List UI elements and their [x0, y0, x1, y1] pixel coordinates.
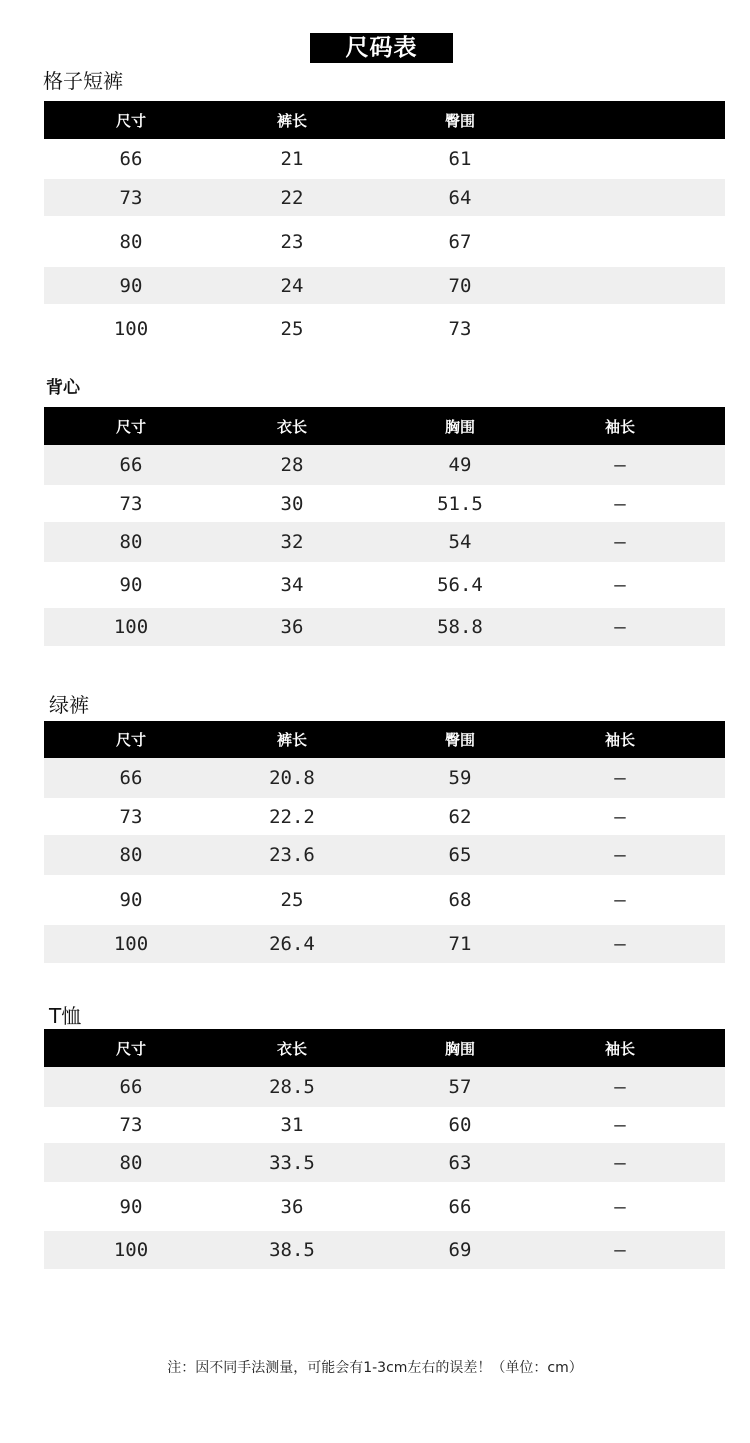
cell-chest: 58.8: [437, 616, 483, 638]
header-size: 尺寸: [115, 111, 146, 130]
header-sleeve-length: 袖长: [604, 731, 635, 749]
cell-size: 90: [119, 1195, 143, 1218]
cell-size: 73: [119, 186, 143, 209]
table-row: [44, 835, 725, 875]
cell-size: 66: [119, 148, 143, 170]
table-row: [44, 179, 725, 216]
cell-body-length: 28: [280, 454, 304, 476]
table-row: [44, 875, 725, 925]
cell-sleeve-length: –: [614, 1114, 626, 1136]
cell-size: 73: [119, 805, 143, 828]
cell-sleeve-length: –: [614, 1076, 626, 1098]
cell-chest: 54: [448, 531, 472, 553]
cell-body-length: 32: [280, 531, 304, 553]
cell-size: 73: [119, 1114, 143, 1136]
header-hip: 臀围: [444, 111, 475, 130]
cell-sleeve-length: –: [614, 1151, 626, 1174]
cell-sleeve-length: –: [614, 933, 626, 955]
cell-hip: 64: [448, 186, 472, 209]
table-row: [44, 562, 725, 608]
table-header-row: [44, 407, 725, 445]
cell-pants-length: 24: [280, 274, 304, 297]
table-row: [44, 1143, 725, 1182]
cell-pants-length: 21: [280, 148, 304, 170]
cell-hip: 59: [448, 767, 472, 789]
cell-sleeve-length: –: [614, 1239, 626, 1261]
header-sleeve-length: 袖长: [604, 1039, 635, 1058]
table-row: [44, 798, 725, 835]
cell-body-length: 36: [280, 1195, 304, 1218]
cell-size: 66: [119, 767, 143, 789]
table-header-row: [44, 101, 725, 139]
cell-pants-length: 26.4: [269, 933, 315, 955]
table-row: [44, 139, 725, 179]
measurement-note: 注：因不同手法测量，可能会有1-3cm左右的误差！（单位：cm）: [167, 1360, 583, 1376]
size-table-tshirt: [44, 1029, 725, 1269]
table-row: [44, 216, 725, 267]
table-row: [44, 1107, 725, 1143]
table-row: [44, 1182, 725, 1231]
cell-chest: 60: [448, 1114, 472, 1136]
header-size: 尺寸: [115, 417, 146, 436]
cell-size: 80: [119, 230, 143, 253]
cell-sleeve-length: –: [614, 805, 626, 828]
cell-chest: 66: [448, 1195, 472, 1218]
cell-body-length: 33.5: [269, 1151, 315, 1174]
header-pants-length: 裤长: [276, 111, 307, 130]
cell-chest: 51.5: [437, 492, 483, 515]
cell-chest: 56.4: [437, 574, 483, 596]
cell-chest: 57: [448, 1076, 472, 1098]
cell-size: 80: [119, 1151, 143, 1174]
header-hip: 臀围: [444, 731, 475, 749]
header-size: 尺寸: [115, 1039, 146, 1058]
cell-body-length: 38.5: [269, 1239, 315, 1261]
cell-sleeve-length: –: [614, 492, 626, 515]
cell-body-length: 28.5: [269, 1076, 315, 1098]
cell-chest: 49: [448, 454, 472, 476]
cell-size: 100: [113, 933, 149, 955]
cell-size: 100: [113, 616, 149, 638]
cell-pants-length: 22.2: [269, 805, 315, 828]
cell-chest: 69: [448, 1239, 472, 1261]
size-table-vest: [44, 407, 725, 646]
header-chest: 胸围: [444, 1039, 475, 1058]
size-table-green-pants: [44, 721, 725, 963]
table-header-row: [44, 721, 725, 758]
cell-body-length: 30: [280, 492, 304, 515]
cell-sleeve-length: –: [614, 1195, 626, 1218]
cell-size: 80: [119, 844, 143, 866]
section-title-tshirt: T恤: [49, 1004, 82, 1028]
cell-hip: 71: [448, 933, 472, 955]
cell-size: 90: [119, 889, 143, 911]
cell-pants-length: 25: [280, 318, 304, 340]
header-body-length: 衣长: [276, 1039, 307, 1058]
cell-size: 73: [119, 492, 143, 515]
cell-sleeve-length: –: [614, 767, 626, 789]
table-header-row: [44, 1029, 725, 1067]
header-chest: 胸围: [444, 417, 475, 436]
header-sleeve-length: 袖长: [604, 417, 635, 436]
cell-pants-length: 22: [280, 186, 304, 209]
cell-size: 100: [113, 1239, 149, 1261]
table-row: [44, 445, 725, 485]
cell-pants-length: 20.8: [269, 767, 315, 789]
section-title-plaid-shorts: 格子短裤: [43, 69, 123, 93]
cell-body-length: 31: [280, 1114, 304, 1136]
cell-hip: 70: [448, 274, 472, 297]
cell-hip: 73: [448, 318, 472, 340]
cell-sleeve-length: –: [614, 844, 626, 866]
cell-sleeve-length: –: [614, 574, 626, 596]
cell-pants-length: 23: [280, 230, 304, 253]
cell-hip: 61: [448, 148, 472, 170]
cell-hip: 62: [448, 805, 472, 828]
table-row: [44, 608, 725, 646]
cell-size: 80: [119, 531, 143, 553]
cell-size: 100: [113, 318, 149, 340]
cell-size: 66: [119, 1076, 143, 1098]
cell-hip: 67: [448, 230, 472, 253]
cell-body-length: 34: [280, 574, 304, 596]
cell-size: 90: [119, 574, 143, 596]
header-size: 尺寸: [115, 731, 146, 749]
cell-size: 66: [119, 454, 143, 476]
section-title-vest: 背心: [46, 378, 80, 398]
header-pants-length: 裤长: [276, 731, 307, 749]
page-title: 尺码表: [310, 33, 453, 63]
section-title-green-pants: 绿裤: [49, 693, 89, 717]
cell-body-length: 36: [280, 616, 304, 638]
cell-sleeve-length: –: [614, 454, 626, 476]
table-row: [44, 1231, 725, 1269]
cell-hip: 65: [448, 844, 472, 866]
table-row: [44, 925, 725, 963]
table-row: [44, 267, 725, 304]
table-row: [44, 522, 725, 562]
cell-sleeve-length: –: [614, 616, 626, 638]
cell-chest: 63: [448, 1151, 472, 1174]
table-row: [44, 1067, 725, 1107]
size-table-plaid-shorts: [44, 101, 725, 354]
header-body-length: 衣长: [276, 417, 307, 436]
cell-size: 90: [119, 274, 143, 297]
cell-sleeve-length: –: [614, 531, 626, 553]
table-row: [44, 304, 725, 354]
table-row: [44, 758, 725, 798]
cell-hip: 68: [448, 889, 472, 911]
cell-pants-length: 23.6: [269, 844, 315, 866]
cell-pants-length: 25: [280, 889, 304, 911]
table-row: [44, 485, 725, 522]
cell-sleeve-length: –: [614, 889, 626, 911]
